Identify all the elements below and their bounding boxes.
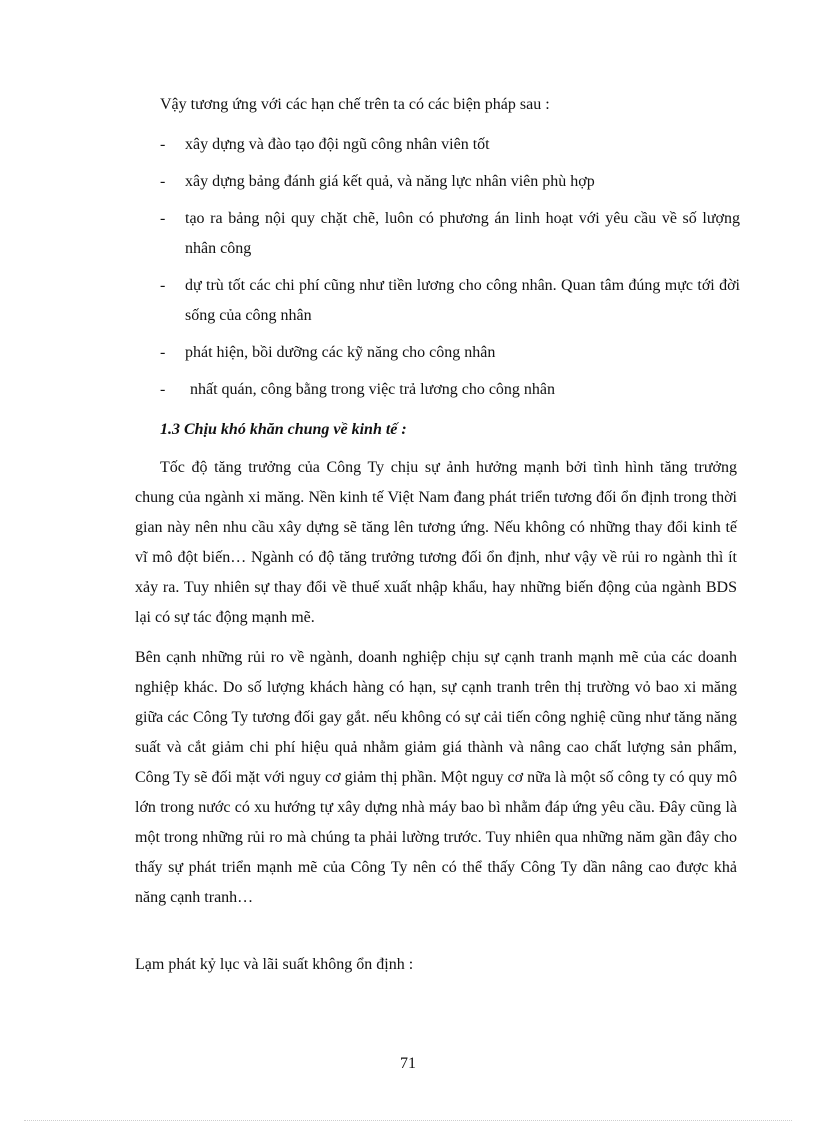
intro-sentence: Vậy tương ứng với các hạn chế trên ta có các biện pháp sau : [160,96,550,113]
list-item [160,271,740,331]
bullet-dash: - [160,136,166,153]
bullet-dash: - [160,210,166,227]
bullet-dash: - [160,277,166,294]
footer-divider [24,1120,792,1121]
paragraph-growth: Tốc độ tăng trưởng của Công Ty chịu sự ảnh hưởng mạnh bởi tình hình tăng trưởng chung của ngành xi măng. Nền kinh tế Việt Nam đang phát triển tương đối ổn định trong thời gian này nên nhu cầu xây dựng sẽ tăng lên tương ứng. Nếu không có những thay đổi kinh tế vĩ mô đột biến… Ngành có độ tăng trưởng tương đối ổn định, như vậy về rủi ro ngành thì ít xảy ra. Tuy nhiên sự thay đổi về thuế xuất nhập khẩu, hay những biến động của ngành BDS lại có sự tác động mạnh mẽ. [135,459,737,626]
section-heading: 1.3 Chịu khó khăn chung về kinh tế : [160,421,407,438]
list-item-text: phát hiện, bồi dưỡng các kỹ năng cho công nhân [185,344,496,361]
list-item-text: dự trù tốt các chi phí cũng như tiền lương cho công nhân. Quan tâm đúng mực tới đời sống của công nhân [185,277,740,324]
list-item-text: tạo ra bảng nội quy chặt chẽ, luôn có phương án linh hoạt với yêu cầu về số lượng nhân công [185,210,740,257]
paragraph-competition: Bên cạnh những rủi ro về ngành, doanh nghiệp chịu sự cạnh tranh mạnh mẽ của các doanh nghiệp khác. Do số lượng khách hàng có hạn, sự cạnh tranh trên thị trường vỏ bao xi măng giữa các Công Ty tương đối gay gắt. nếu không có sự cải tiến công nghiệ cũng như tăng năng suất và cắt giảm chi phí hiệu quả nhằm giảm giá thành và nâng cao chất lượng sản phẩm, Công Ty sẽ đối mặt với nguy cơ giảm thị phần. Một nguy cơ nữa là một số công ty có quy mô lớn trong nước có xu hướng tự xây dựng nhà máy bao bì nhằm đáp ứng yêu cầu. Đây cũng là một trong những rủi ro mà chúng ta phải lường trước. Tuy nhiên qua những năm gần đây cho thấy sự phát triển mạnh mẽ của Công Ty nên có thể thấy Công Ty dần nâng cao được khả năng cạnh tranh… [135,649,737,906]
list-item [160,204,740,264]
measures-list [160,130,740,412]
list-item [160,375,740,405]
page-number: 71 [400,1055,416,1072]
bullet-dash: - [160,344,166,361]
paragraph-inflation: Lạm phát kỷ lục và lãi suất không ổn định : [135,956,414,973]
list-item [160,338,740,368]
list-item [160,167,740,197]
list-item-text: xây dựng và đào tạo đội ngũ công nhân viên tốt [185,136,490,153]
list-item [160,130,740,160]
list-item-text: nhất quán, công bằng trong việc trả lương cho công nhân [190,381,556,398]
bullet-dash: - [160,173,166,190]
bullet-dash: - [160,381,166,398]
list-item-text: xây dựng bảng đánh giá kết quả, và năng lực nhân viên phù hợp [185,173,595,190]
